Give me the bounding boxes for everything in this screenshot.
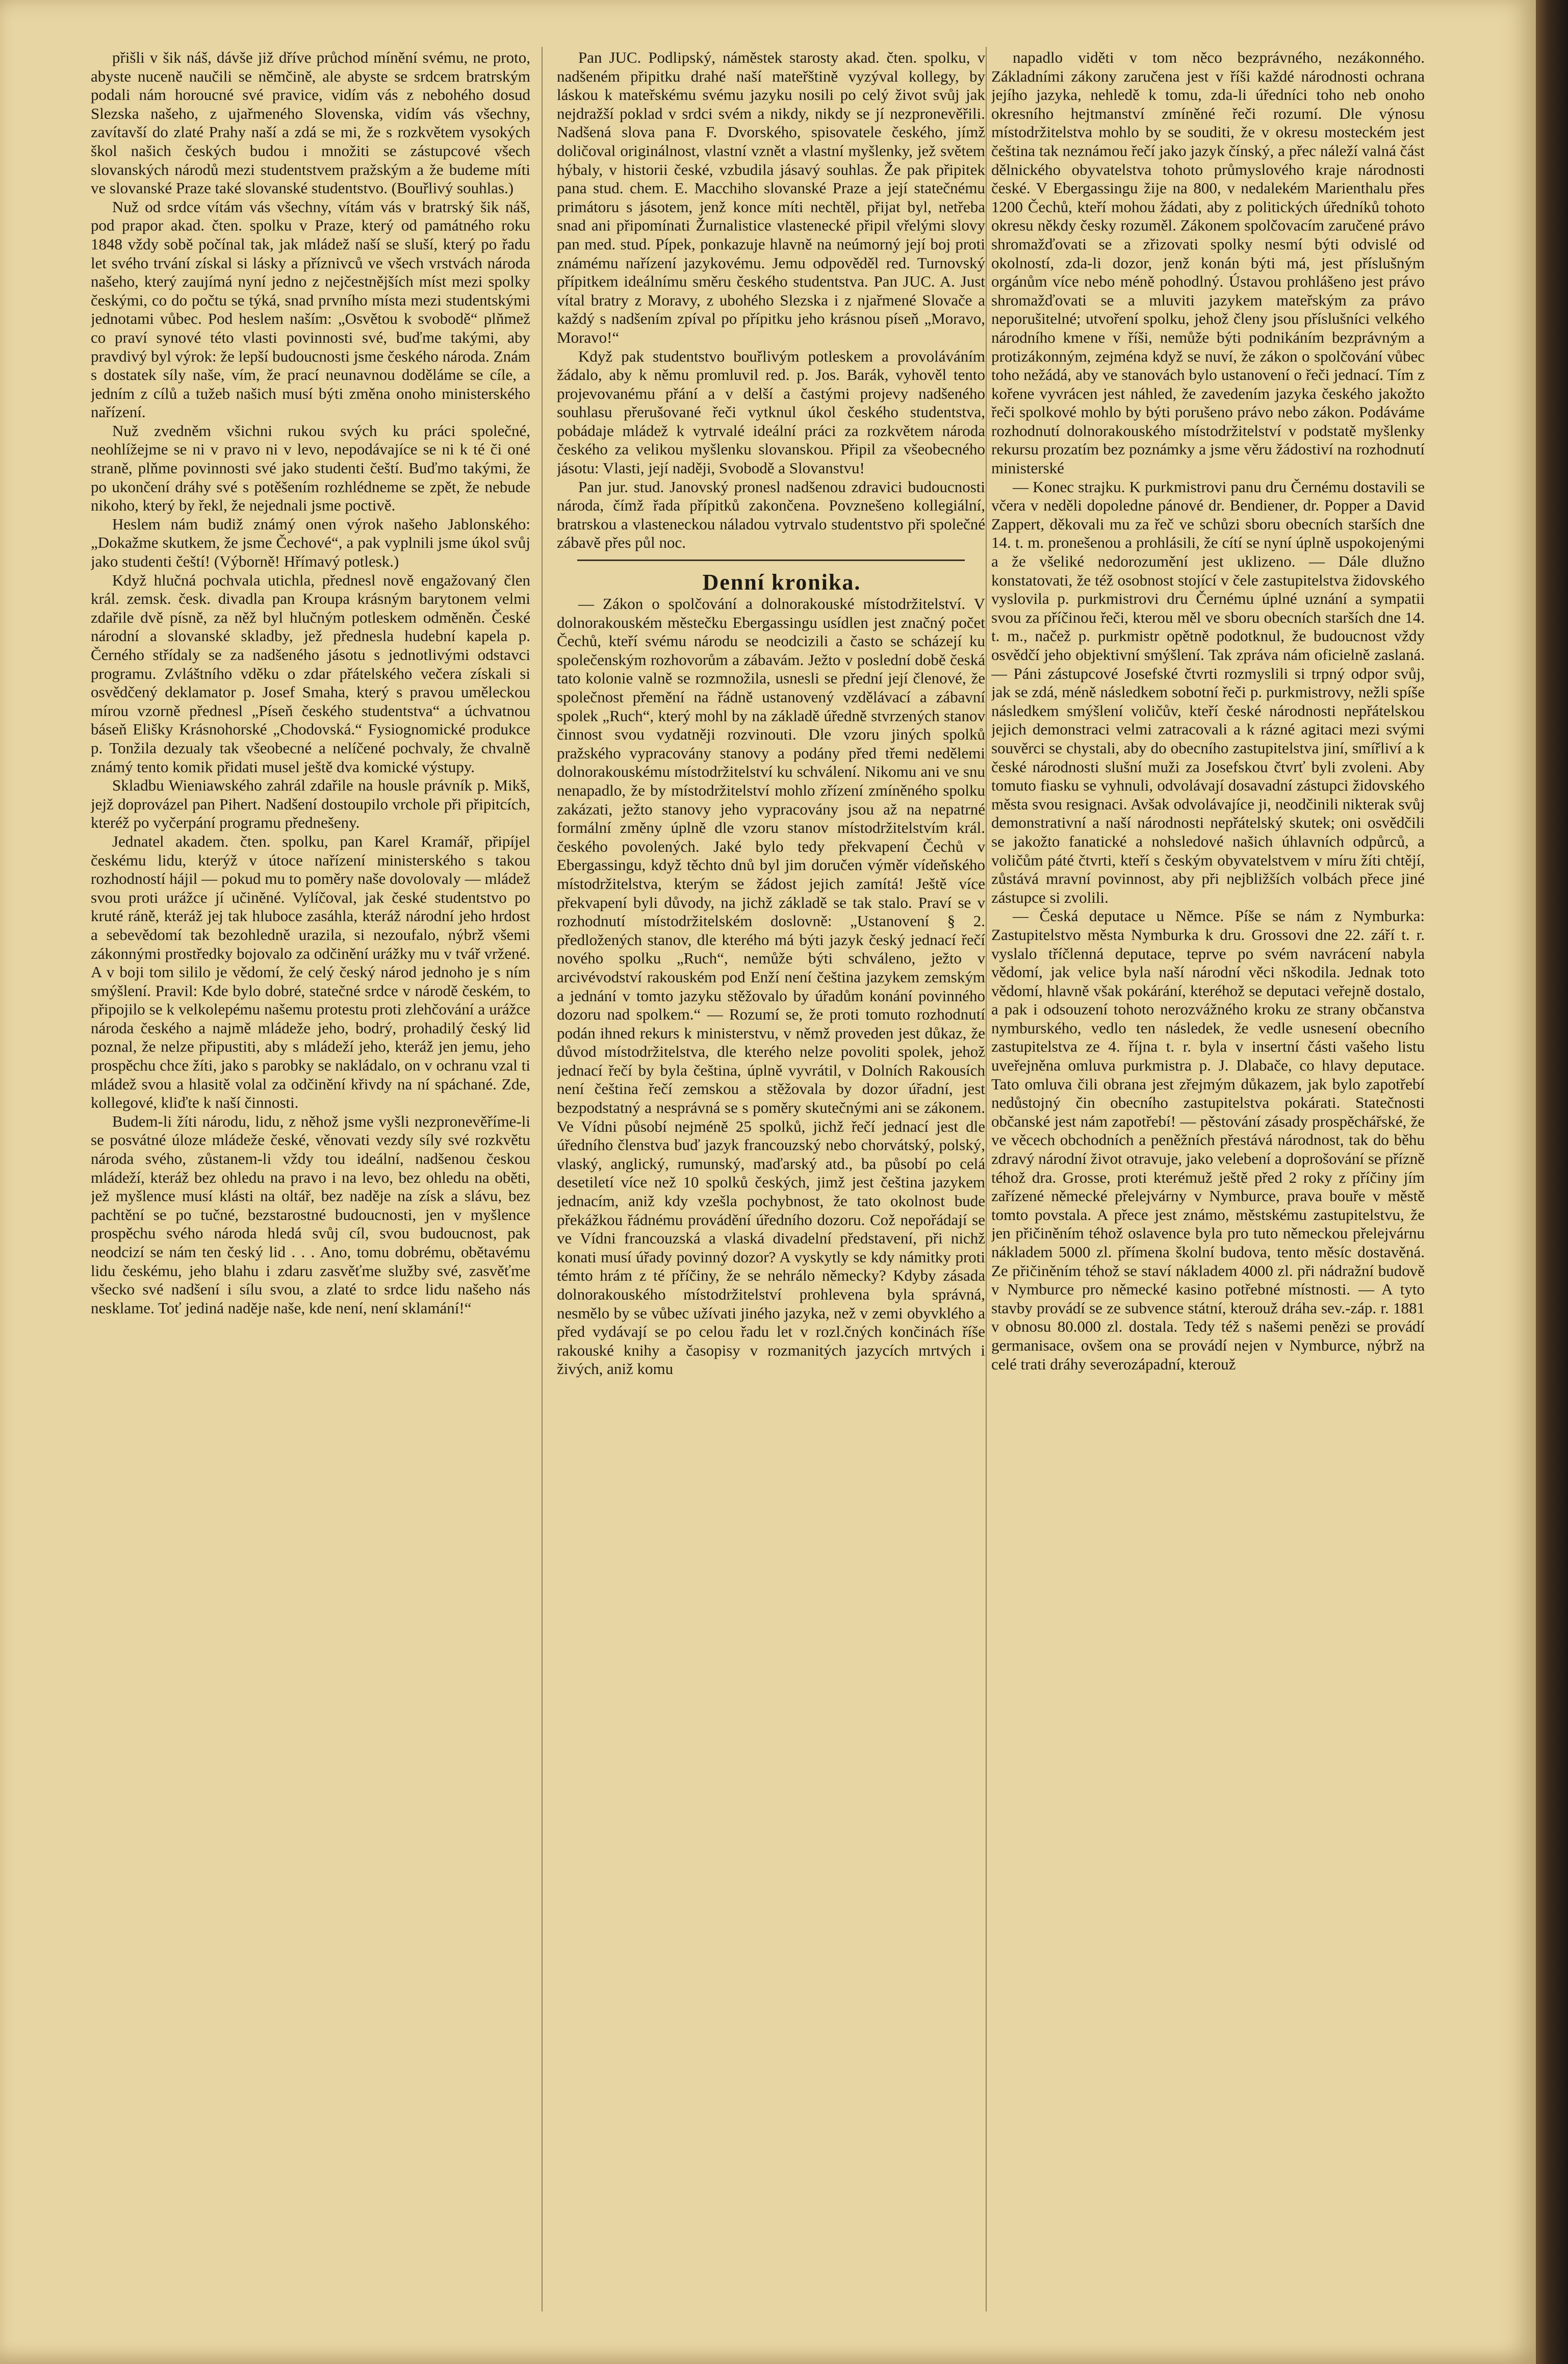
section-divider — [577, 560, 965, 561]
column-left — [91, 48, 530, 2313]
article-paragraph: Nuž od srdce vítám vás všechny, vítám vás v bratrský šik náš, pod prapor akad. čten. spolku v Praze, který od památného roku 1848 vždy sobě počínal tak, jak mládež naší se sluší, který po řadu let svého trvání získal si lásky a příznivců ve všech vrstvách národa našeho, který zaujímá nyní jedno z nejčestnějších míst mezi spolky českými, co do počtu se týká, snad prvního místa mezi studentskými jednotami vůbec. Pod heslem naším: „Osvětou k svobodě“ plňmež co praví synové této vlasti povinnosti své, buďme takými, aby pravdivý byl výrok: že lepší budoucnosti jsme českého národa. Znám s dostatek síly naše, vím, že prací neunavnou doděláme se cíle, a jedním z cílů a tužeb našich musí býti změna onoho ministerského nařízení. — [91, 197, 530, 421]
article-paragraph: Budem-li žíti národu, lidu, z něhož jsme vyšli nezpronevěříme-li se posvátné úloze mládeže české, věnovati vezdy síly své rozkvětu národa svého, zůstanem-li vždy tou ideální, nadšenou českou mládeží, kteráž bez ohledu na pravo i na levo, bez ohledu na oběti, jež myšlence musí klásti na oltář, bez naděje na získ a slávu, bez pachtění se po tučné, bezstarostné budoucnosti, jen v myšlence prospěchu svého národa hledá svůj cíl, svou budoucnost, pak neodcizí se nám ten český lid . . . Ano, tomu dobrému, obětavému lidu českému, jeho blahu i zdaru zasvěťme služby své, zasvěťme všecko své nadšení i sílu svou, a zlaté to srdce lidu našeho nás nesklame. Toť jediná naděje naše, kde není, není sklamání!“ — [91, 1112, 530, 1317]
column-rule — [542, 47, 543, 2311]
article-paragraph: — Česká deputace u Němce. Píše se nám z Nymburka: Zastupitelstvo města Nymburka k dru. Grossovi dne 22. září t. r. vyslalo tříčlenná deputace, teprve po svém navrácení nabyla vědomí, jak velice byla naší národní věci nškodila. Jednak toto vědomí, hlavně však pokárání, kteréhož se deputaci veřejně dostalo, a pak i odsouzení tohoto nerozvážného kroku ze strany občanstva nymburského, vedlo ten následek, že vedle usnesení obecního zastupitelstva ze 4. října t. r. byla v insertní části vašeho listu uveřejněna omluva purkmistra p. J. Dlabače, co hlavy deputace. Tato omluva čili obrana jest zřejmým důkazem, jak bylo zapotřebí nedůstojný čin obecního zastupitelstva pokárati. Statečnosti občanské jest nám zapotřebí! — pěstování zásady prospěchářské, že ve věcech obchodních a peněžních přestává národnost, tak do běhu zdravý národní život otravuje, jako velebení a doprošování se přízně téhož dra. Grosse, proti kterémuž ještě před 2 roky z příčiny jím zařízené německé přelejvárny v Nymburce, prava bouře v městě tomto povstala. A přece jest známo, městskému zastupitelstvu, že jen přičiněním téhož oslavence byla pro tuto německou přelejvárnu nákladem 5000 zl. přímena školní budova, tento měsíc dostavěná. Ze přičiněním téhož se staví nákladem 4000 zl. při nádražní budově v Nymburce pro německé kasino potřebné místnosti. — A tyto stavby provádí se ze subvence státní, kterouž dráha sev.-záp. r. 1881 v obnosu 80.000 zl. dostala. Tedy též s našemi penězi se provádí germanisace, ovšem ona se provádí nejen v Nymburce, nýbrž na celé trati dráhy severozápadní, kterouž — [991, 907, 1425, 1373]
article-paragraph: Když pak studentstvo bouřlivým potleskem a provoláváním žádalo, aby k němu promluvil red. p. Jos. Barák, vyhověl tento projevovanému přání a v delší a častými projevy nadšeného souhlasu přerušované řeči vytknul úkol českého studentstva, pobádaje mládež k vytrvalé ideální práci za rozkvětem národa českého za velikou myšlenku slovanskou. Připil za všeobecného jásotu: Vlasti, její naději, Svobodě a Slovanstvu! — [557, 347, 985, 477]
page-binding-edge — [1536, 0, 1568, 2364]
article-paragraph: Pan JUC. Podlipský, náměstek starosty akad. čten. spolku, v nadšeném připitku drahé naší mateřštině vyzýval kollegy, by láskou k mateřskému svému jazyku nosili po celý život svůj jak nejdražší poklad v srdci svém a nikdy, nikdy se jí nezpronevěřili. Nadšená slova pana F. Dvorského, spisovatele českého, jímž doličoval originálnost, vlastní vznět a vlastní myšlenky, jež světem hýbaly, v historii české, vzbudila jásavý souhlas. Že pak připitek pana stud. chem. E. Macchiho slovanské Praze a její statečnému primátoru s jásotem, jenž konce míti nechtěl, přijat byl, netřeba snad ani připomínati Žurnalistice vlastenecké připil vřelými slovy pan med. stud. Pípek, ponkazuje hlavně na neúmorný její boj proti známému nařízení jazykovému. Jemu odpověděl red. Turnovský přípitkem ideálnímu směru českého studentstva. Pan JUC. A. Just vítal bratry z Moravy, z ubohého Slezska i z njařmené Slovače a každý s nadšením zpíval po přípitku jeho krásnou píseň „Moravo, Moravo!“ — [557, 48, 985, 346]
article-paragraph: Heslem nám budiž známý onen výrok našeho Jablonského: „Dokažme skutkem, že jsme Čechové“, a pak vyplnili jsme úkol svůj jako studenti čeští! (Výborně! Hřímavý potlesk.) — [91, 515, 530, 571]
article-paragraph: napadlo viděti v tom něco bezprávného, nezákonného. Základními zákony zaručena jest v říši každé národnosti ochrana jejího jazyka, nehledě k tomu, zda-li úředníci toho neb onoho okresního hejtmanství zmíněné řeči rozumí. Dle výnosu místodržitelstva mohlo by se souditi, že v okresu mosteckém jest čeština tak neznámou řečí jako jazyk čínský, a přec náleží valná část dělnického obyvatelstva tohoto průmyslového kraje národnosti české. V Ebergassingu žije na 800, v nedalekém Marienthalu přes 1200 Čechů, kteří mohou žádati, aby z politických úředníků tohoto okresu někdy česky rozuměl. Zákonem spolčovacím zaručené právo shromažďovati se a zřizovati spolky nesmí býti odvislé od okolností, zda-li dozor, jenž konán býti má, jest příslušným orgánům více nebo méně pohodlný. Ústavou prohlášeno jest právo shromažďovati se a mluviti jazykem mateřským za právo neporušitelné; utvoření spolku, jehož členy jsou příslušníci velkého národního kmene v říši, nemůže býti podnikáním bezprávným a protizákonným, zejména když se nuví, že zákon o spolčování vůbec toho nežádá, aby ve stanovách bylo ustanovení o řeči jednací. Tím z kořene vyvrácen jest náhled, že zavedením jazyka českého jakožto řeči spolkové mohlo by býti porušeno právo nebo zákon. Podáváme rozhodnutí dolnorakouského místodržitelství v podstatě myšlenky rekursu prozatím bez poznámky a jsme věru žádostiví na rozhodnutí ministerské — [991, 48, 1425, 477]
article-paragraph: Když hlučná pochvala utichla, přednesl nově engažovaný člen král. zemsk. česk. divadla pan Kroupa krásným barytonem velmi zdařile dvě písně, za něž byl hlučným potleskem odměněn. České národní a slovanské skladby, jež přednesla hudební kapela p. Černého střídaly se za nadšeného jásotu s jednotlivými odstavci programu. Zvláštního vděku o zdar přátelského večera získali si osvědčený deklamator p. Josef Smaha, který s pravou uměleckou mírou vzorně přednesl „Píseň českého studentstva“ a úchvatnou báseň Elišky Krásnohorské „Chodovská.“ Fysiognomické produkce p. Tonžila dezualy tak všeobecné a nelíčené pochvaly, že chvalně známý tento komik přidati musel ještě dva komické výstupy. — [91, 571, 530, 776]
article-paragraph: přišli v šik náš, dávše již dříve průchod mínění svému, ne proto, abyste nuceně naučili se němčině, ale abyste se srdcem bratrským podali nám horoucné své pravice, vidím vás z nebohého dosud Slezska našeho, z ujařmeného Slovenska, vidím vás všechny, zavítavší do zlaté Prahy naší a zdá se mi, že s rozkvětem vysokých škol našich českých budou i množiti se zástupcové všech slovanských národů mezi studentstvem pražským a že budeme míti ve slovanské Praze také slovanské studentstvo. (Bouřlivý souhlas.) — [91, 48, 530, 197]
article-paragraph: — Konec strajku. K purkmistrovi panu dru Černému dostavili se včera v neděli dopoledne pánové dr. Bendiener, dr. Popper a David Zappert, děkovali mu za řeč ve schůzi sboru obecních starších dne 14. t. m. pronešenou a prohlásili, že cítí se nyní úplně uspokojenými a že všeliké nedorozumění jest uklizeno. — Dále dlužno konstatovati, že též osobnost stojící v čele zastupitelstva židovského vyslovila p. purkmistrovi dru Černému úplné uznání a sympatii svou za příčinou řeči, kterou měl ve sboru obecních starších dne 14. t. m., načež p. purkmistr opětně podotknul, že budoucnost vždy osvědčí jeho objektivní smýšlení. Tak zpráva nám oficielně zaslaná. — Páni zástupcové Josefské čtvrti rozmyslili si trpný odpor svůj, jak se zdá, méně následkem sobotní řeči p. purkmistrovy, nežli spíše následkem smýšlení voličův, kteří české národnosti nepřátelskou jejich demonstraci velmi zatracovali a k rázné agitaci mezi svými souvěrci se chystali, aby do obecního zastupitelstva jiní, smířliví a k české národnosti slušní muži za Josefskou čtvrť byli zvoleni. Aby tomuto fiasku se vyhnuli, odvolávají dosavadní zástupci židovského města svou resignaci. Avšak odvolávajíce ji, neodčinili nikterak svůj demonstrativní a naší národnosti nepřátelský skutek; oni osvědčili se jakožto fanatické a nohsledové našich úhlavních odpůrců, a voličům páté čtvrti, kteří s českým obyvatelstvem v míru žíti chtějí, zůstává mravní povinnost, aby při nejbližších volbách přece jiné zástupce si zvolili. — [991, 477, 1425, 906]
article-paragraph: Pan jur. stud. Janovský pronesl nadšenou zdravici budoucnosti národa, čímž řada přípitků zakončena. Povznešeno kollegiální, bratrskou a vlasteneckou náladou vytrvalo studentstvo při společné zábavě přes půl noc. — [557, 477, 985, 552]
article-paragraph: — Zákon o spolčování a dolnorakouské místodržitelství. V dolnorakouském městečku Ebergassingu usídlen jest značný počet Čechů, kteří svému národu se neodcizili a často se scházejí ku společenským rozhovorům a zábavám. Ježto v poslední době česká tato kolonie valně se rozmnožila, usnesli se přední její členové, že společnost přemění na řádně ustanovený vzdělávací a zábavní spolek „Ruch“, který mohl by na základě úředně stvrzených stanov činnost svou vydatněji rozvinouti. Dle vzoru jiných spolků pražského vypracovány stanovy a podány před třemi nedělemi dolnorakouskému místodržitelství ku schválení. Nikomu ani ve snu nenapadlo, že by místodržitelství mohlo zřízení zmíněného spolku zakázati, ježto stanovy jeho vypracovány jsou až na nepatrné formální změny úplně dle vzoru stanov místodržitelstvím král. českého povolených. Jaké bylo tedy překvapení Čechů v Ebergassingu, když těchto dnů byl jim doručen výměr vídeňského místodržitelstva, kterým se žádost jejich zamítá! Ještě více překvapení byli důvody, na jichž základě se tak stalo. Praví se v rozhodnutí místodržitelském doslovně: „Ustanovení § 2. předložených stanov, dle kterého má býti jazyk český jednací řečí nového spolku „Ruch“, nemůže býti schváleno, ježto v arcivévodství rakouském pod Enží není čeština jazykem zemským a jednání v tomto jazyku stěžovalo by úřadům konání povinného dozoru nad spolkem.“ — Rozumí se, že proti tomuto rozhodnutí podán ihned rekurs k ministerstvu, v němž proveden jest důkaz, že důvod místodržitelstva, dle kterého nelze povoliti spolek, jehož jednací řečí by byla čeština, úplně vyvrátil, v Dolních Rakousích není čeština řečí zemskou a stěžovala by dozor úřadní, jest bezpodstatný a nesprávná se s poměry skutečnými ani se zákonem. Ve Vídni působí nejméně 25 spolků, jichž řečí jednací jest dle úředního členstva buď jazyk francouzský nebo chorvátský, polský, vlaský, anglický, rumunský, maďarský atd., ba působí po celá desetiletí více než 10 spolků českých, jimž jest čeština jazykem jednacím, aniž kdy vzešla pochybnost, že tato okolnost bude překážkou řádnému provádění úředního dozoru. Což nepořádají se ve Vídni francouzská a vlaská divadelní představení, při nichž konati musí úřady povinný dozor? A vyskytly se kdy námitky proti témto hrám z té příčiny, že se nehrálo německy? Kdyby zásada dolnorakouského místodržitelství prohlevena byla správná, nesmělo by se vůbec užívati jiného jazyka, než v zemi obyvklého a před vydávají se po celou řadu let v rozl.čných končinách říše rakouské knihy a časopisy v rozmanitých jazycích mrtvých i živých, aniž komu — [557, 595, 985, 1378]
article-paragraph: Jednatel akadem. čten. spolku, pan Karel Kramář, připíjel českému lidu, kterýž v útoce nařízení ministerského s takou rozhodností hájil — pokud mu to poměry naše dovolovaly — mládež svou proti urážce jí učiněné. Vylíčoval, jak české studentstvo po kruté ráně, kteráž jej tak hluboce zasáhla, kteráž národní jeho hrdost a sebevědomí tak bezohledně urazila, si nezoufalo, nýbrž všemi zákonnými prostředky bojovalo za odčinění urážky mu v tvář vržené. A v boji tom sililo je vědomí, že celý český národ jednoho je s ním smýšlení. Pravil: Kde bylo dobré, statečné srdce v národě českém, to připojilo se k velkolepému našemu protestu proti zlehčování a urážce národa českého a najmě mládeže jeho, bodrý, prohadilý český lid poznal, že nelze připustiti, aby s mládeží jeho, kteráž jen jemu, jeho prospěchu chce žíti, jako s parobky se nakládalo, on v ochranu vzal ti mládež svou a hlasitě volal za odčinění křivdy na ní spáchané. Zde, kollegové, kliďte k naší činnosti. — [91, 832, 530, 1112]
column-middle — [557, 48, 985, 2313]
column-rule — [986, 47, 987, 2311]
section-heading: Denní kronika. — [702, 570, 861, 595]
column-right — [991, 48, 1425, 2313]
article-paragraph: Skladbu Wieniawského zahrál zdařile na housle právník p. Mikš, jejž doprovázel pan Pihert. Nadšení dostoupilo vrchole při připitcích, kteréž po vyčerpání programu přednešeny. — [91, 776, 530, 832]
article-paragraph: Nuž zvedněm všichni rukou svých ku práci společné, neohlížejme se ni v pravo ni v levo, nepodávajíce se ni k té či oné straně, plňme povinnosti své jako studenti čeští. Buďmo takými, že po ukončení dráhy své s potěšením rozhlédneme se zpět, že nebude nikoho, který by řekl, že nejednali jsme poctivě. — [91, 421, 530, 515]
